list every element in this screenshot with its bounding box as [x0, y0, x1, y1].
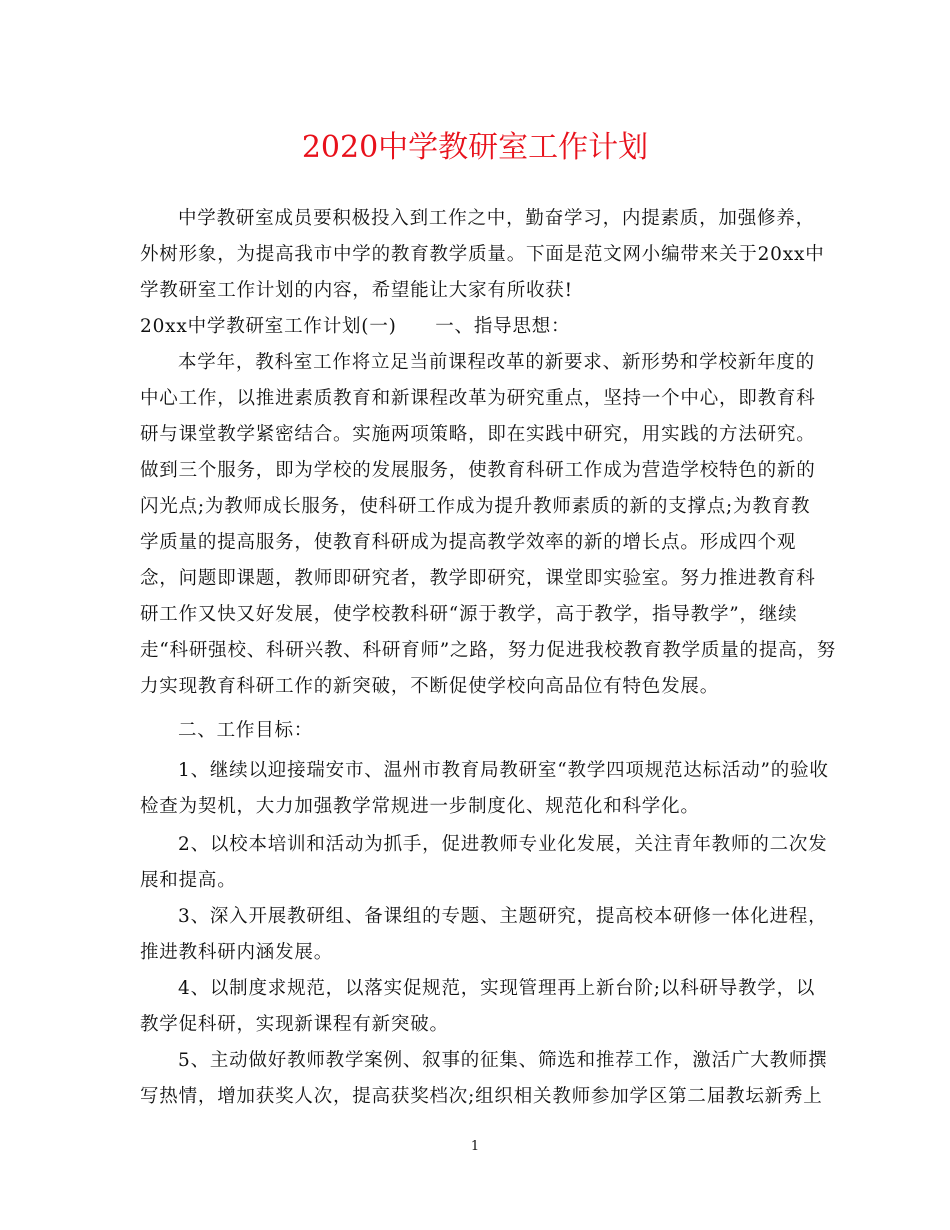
body-line: 研与课堂教学紧密结合。实施两项策略，即在实践中研究，用实践的方法研究。	[140, 424, 816, 445]
page-number: 1	[470, 1139, 480, 1154]
body-line: 做到三个服务，即为学校的发展服务，使教育科研工作成为营造学校特色的新的	[140, 460, 816, 481]
body-line: 检查为契机，大力加强教学常规进一步制度化、规范化和科学化。	[140, 796, 700, 817]
body-line: 3、深入开展教研组、备课组的专题、主题研究，提高校本研修一体化进程，	[178, 906, 828, 927]
body-line: 推进教科研内涵发展。	[140, 942, 334, 963]
body-line: 学质量的提高服务，使教育科研成为提高教学效率的新的增长点。形成四个观	[140, 532, 797, 553]
body-line: 2、以校本培训和活动为抓手，促进教师专业化发展，关注青年教师的二次发	[178, 834, 828, 855]
body-line: 本学年，教科室工作将立足当前课程改革的新要求、新形势和学校新年度的	[178, 352, 815, 373]
body-line: 展和提高。	[140, 870, 237, 891]
body-line: 研工作又快又好发展，使学校教科研“源于教学，高于教学，指导教学”，继续	[140, 604, 798, 625]
section-heading-line: 20xx中学教研室工作计划(一) 一、指导思想：	[140, 316, 571, 337]
body-line: 教学促科研，实现新课程有新突破。	[140, 1014, 449, 1035]
body-line: 力实现教育科研工作的新突破，不断促使学校向高品位有特色发展。	[140, 676, 720, 697]
body-line: 中学教研室成员要积极投入到工作之中，勤奋学习，内提素质，加强修养，	[178, 208, 815, 229]
body-line: 走“科研强校、科研兴教、科研育师”之路，努力促进我校教育教学质量的提高，努	[140, 640, 837, 661]
body-line: 外树形象，为提高我市中学的教育教学质量。下面是范文网小编带来关于20xx中	[140, 244, 825, 265]
body-line: 5、主动做好教师教学案例、叙事的征集、筛选和推荐工作，激活广大教师撰	[178, 1050, 828, 1071]
body-line: 闪光点;为教师成长服务，使科研工作成为提升教师素质的新的支撑点;为教育教	[140, 496, 811, 517]
body-line: 写热情，增加获奖人次，提高获奖档次;组织相关教师参加学区第二届教坛新秀上	[140, 1086, 823, 1107]
document-title: 2020中学教研室工作计划	[301, 130, 649, 165]
body-line: 1、继续以迎接瑞安市、温州市教育局教研室“教学四项规范达标活动”的验收	[178, 760, 829, 781]
body-line: 中心工作，以推进素质教育和新课程改革为研究重点，坚持一个中心，即教育科	[140, 388, 816, 409]
body-line: 念，问题即课题，教师即研究者，教学即研究，课堂即实验室。努力推进教育科	[140, 568, 816, 589]
body-line: 4、以制度求规范，以落实促规范，实现管理再上新台阶;以科研导教学，以	[178, 978, 816, 999]
body-line: 学教研室工作计划的内容，希望能让大家有所收获!	[140, 280, 573, 301]
section-heading-line: 二、工作目标：	[178, 720, 314, 741]
